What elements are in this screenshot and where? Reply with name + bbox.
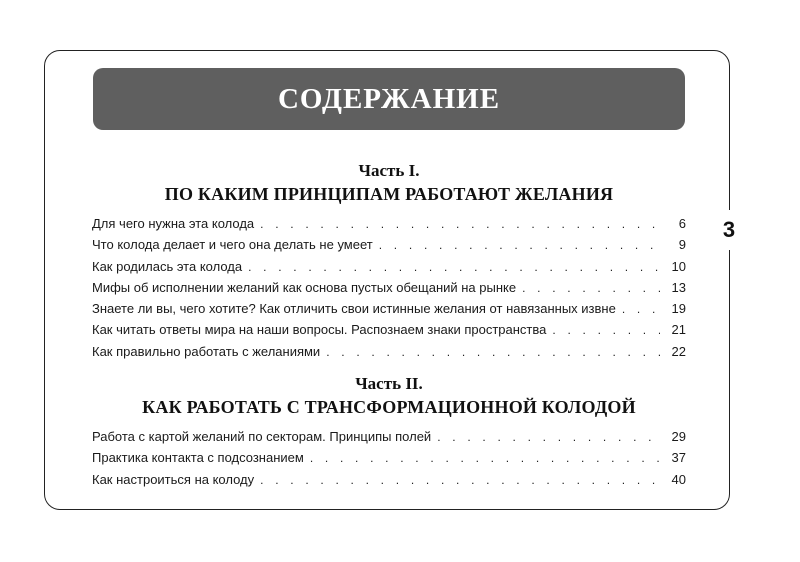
toc-entry[interactable]: [92, 426, 686, 447]
toc-entry-page: 22: [671, 343, 686, 359]
toc-entry[interactable]: [92, 234, 686, 255]
toc-entry-page: 21: [671, 322, 686, 338]
dot-leader: [522, 278, 660, 299]
toc-entry-label: Что колода делает и чего она делать не умеет: [92, 237, 373, 253]
toc-entry-page: 29: [671, 429, 686, 444]
toc-entry-label: Мифы об исполнении желаний как основа пустых обещаний на рынке: [92, 279, 517, 295]
dot-leader: [552, 320, 660, 341]
toc-entry-page: 37: [671, 450, 686, 466]
toc-entry-label: Как родилась эта колода: [92, 258, 243, 274]
toc-entry-label: Работа с картой желаний по секторам. Принципы полей: [92, 429, 432, 444]
contents-title-bar: [93, 68, 685, 130]
toc-entry-label: Как настроиться на колоду: [92, 471, 255, 487]
part-2-heading: [90, 373, 688, 419]
toc-entry[interactable]: [92, 469, 686, 490]
part-1-heading: [90, 160, 688, 206]
dot-leader: [622, 299, 660, 320]
part-1-number: Часть I.: [358, 161, 420, 180]
part-1-toc-list: [92, 213, 686, 362]
dot-leader: [310, 448, 660, 469]
toc-entry-page: 10: [671, 258, 686, 274]
toc-entry[interactable]: [92, 213, 686, 234]
toc-entry[interactable]: [92, 277, 686, 298]
dot-leader: [260, 214, 660, 235]
toc-entry-label: Как читать ответы мира на наши вопросы. Распознаем знаки пространства: [92, 322, 547, 338]
toc-entry[interactable]: [92, 256, 686, 277]
toc-entry-label: Для чего нужна эта колода: [92, 216, 255, 231]
page-title: СОДЕРЖАНИЕ: [277, 82, 501, 115]
part-2-title: КАК РАБОТАТЬ С ТРАНСФОРМАЦИОННОЙ КОЛОДОЙ: [142, 397, 636, 417]
dot-leader: [248, 257, 660, 278]
part-1-title: ПО КАКИМ ПРИНЦИПАМ РАБОТАЮТ ЖЕЛАНИЯ: [164, 184, 614, 204]
toc-entry[interactable]: [92, 447, 686, 468]
toc-entry[interactable]: [92, 298, 686, 319]
toc-entry-page: 6: [678, 216, 686, 231]
toc-entry[interactable]: [92, 341, 686, 362]
toc-entry-page: 13: [671, 279, 686, 295]
toc-entry-label: Практика контакта с подсознанием: [92, 450, 304, 466]
part-2-toc-list: [92, 426, 686, 490]
dot-leader: [326, 342, 660, 363]
toc-entry-page: 9: [678, 237, 686, 253]
toc-entry-page: 40: [671, 471, 686, 487]
part-2-number: Часть II.: [355, 374, 423, 393]
toc-entry-page: 19: [671, 301, 686, 317]
page-number: 3: [722, 217, 736, 242]
page-number-tab: [720, 210, 738, 250]
toc-entry-label: Знаете ли вы, чего хотите? Как отличить свои истинные желания от навязанных извне: [92, 301, 616, 317]
toc-entry[interactable]: [92, 319, 686, 340]
dot-leader: [379, 235, 660, 256]
dot-leader: [260, 470, 660, 491]
dot-leader: [437, 427, 660, 448]
toc-entry-label: Как правильно работать с желаниями: [92, 343, 321, 359]
